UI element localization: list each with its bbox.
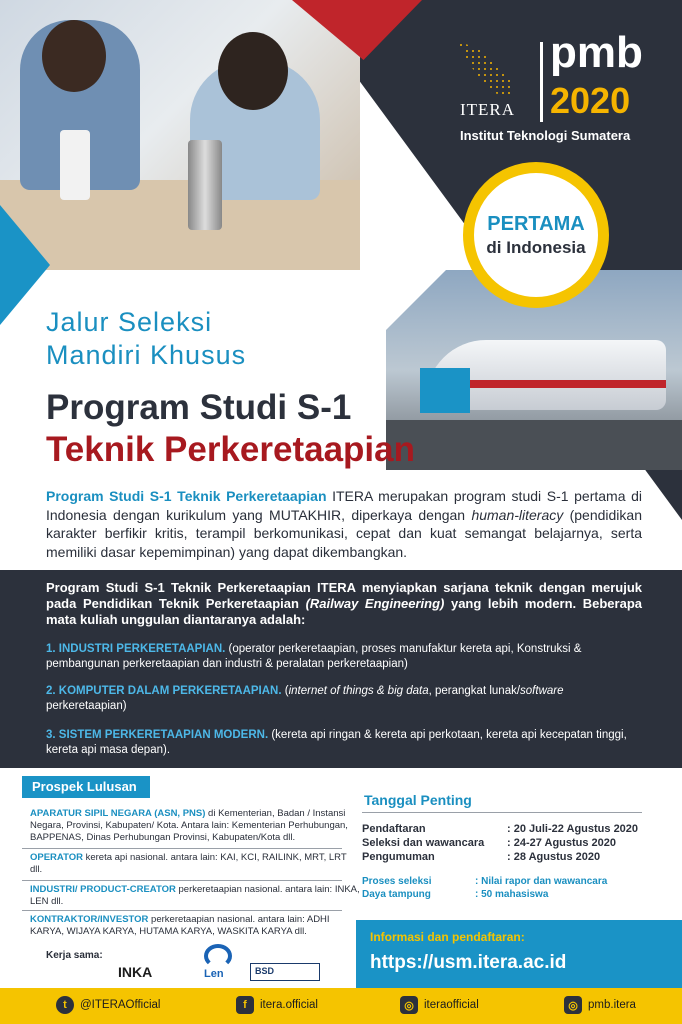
len-logo: Len: [200, 944, 234, 984]
inka-logo: INKA: [118, 964, 153, 980]
tanggal-title: Tanggal Penting: [364, 792, 472, 808]
twitter-icon: t: [56, 996, 74, 1014]
bsd-logo: BSD: [250, 963, 320, 981]
date-label-pendaftaran: Pendaftaran: [362, 823, 426, 835]
len-wave-icon: [204, 944, 232, 968]
program-title-line2: Teknik Perkeretaapian: [46, 430, 415, 469]
partners-label: Kerja sama:: [46, 950, 103, 961]
instagram-link-2[interactable]: ◎ pmb.itera: [564, 996, 636, 1014]
intro-text-1: ITERA merupakan program studi S-1 pertama di Indonesia dengan kurikulum yang MUTAKHIR, diperkaya dengan: [46, 488, 642, 523]
date-value-pengumuman: : 28 Agustus 2020: [507, 851, 601, 863]
facebook-link[interactable]: f itera.official: [236, 996, 318, 1014]
students-photo: [0, 0, 360, 270]
pertama-badge: [463, 162, 609, 308]
prospek-item-operator: OPERATOR kereta api nasional. antara lain: KAI, KCI, RAILINK, MRT, LRT dll.: [30, 852, 347, 875]
date-value-pendaftaran: : 20 Juli-22 Agustus 2020: [507, 823, 639, 835]
proses-value: : Nilai rapor dan wawancara: [475, 876, 608, 887]
blue-square-decoration: [420, 368, 470, 413]
info-label: Informasi dan pendaftaran:: [370, 930, 525, 944]
course-item-2: 2. KOMPUTER DALAM PERKERETAAPIAN. (internet of things & big data, perangkat lunak/software perkeretaapian): [46, 685, 564, 712]
registration-link[interactable]: https://usm.itera.ac.id: [370, 952, 567, 973]
facebook-icon: f: [236, 996, 254, 1014]
date-value-seleksi: : 24-27 Agustus 2020: [507, 837, 617, 849]
date-label-pengumuman: Pengumuman: [362, 851, 435, 863]
jalur-heading-line2: Mandiri Khusus: [46, 340, 247, 370]
program-title-line1: Program Studi S-1: [46, 388, 352, 427]
date-label-seleksi: Seleksi dan wawancara: [362, 837, 485, 849]
logo-itera-text: ITERA: [460, 100, 516, 119]
intro-italic: human-literacy: [471, 506, 564, 523]
jalur-heading-line1: Jalur Seleksi: [46, 307, 213, 337]
prospek-item-industri: INDUSTRI/ PRODUCT-CREATOR perkeretaapian nasional. antara lain: INKA, LEN dll.: [30, 884, 360, 907]
instagram-icon: ◎: [400, 996, 418, 1014]
prospek-title: Prospek Lulusan: [22, 776, 150, 798]
curriculum-section: [0, 570, 682, 768]
logo-pmb-text: pmb: [550, 28, 643, 77]
badge-line2: di Indonesia: [486, 237, 586, 257]
prospek-item-asn: APARATUR SIPIL NEGARA (ASN, PNS) di Kementerian, Badan / Instansi Negara, Provinsi, Kabupaten/ Kota. Antara lain: Kementerian Perhubungan, BAPPENAS, Dinas Perhubungan Provinsi, Kabupaten/Kota dll.: [30, 808, 348, 843]
badge-line1: PERTAMA: [487, 212, 585, 235]
course-item-1: 1. INDUSTRI PERKERETAAPIAN. (operator perkeretaapian, proses manufaktur kereta api, Konstruksi & pembangunan perkeretaapian dan industri & peralatan perkeretaapian): [46, 643, 582, 670]
institution-name: Institut Teknologi Sumatera: [460, 128, 631, 143]
logo-divider: [540, 42, 543, 122]
intro-paragraph: [46, 487, 642, 561]
prospek-item-kontraktor: KONTRAKTOR/INVESTOR perkeretaapian nasional. antara lain: ADHI KARYA, WIJAYA KARYA, HUTAMA KARYA, WASKITA KARYA dll.: [30, 914, 330, 937]
daya-value: : 50 mahasiswa: [475, 889, 549, 900]
curriculum-intro: Program Studi S-1 Teknik Perkeretaapian ITERA menyiapkan sarjana teknik dengan merujuk pada Pendidikan Teknik Perkeretaapian (Railway Engineering) yang lebih modern. Beberapa mata kuliah unggulan diantaranya adalah:: [46, 580, 642, 627]
intro-text-2: (pendidikan karakter berfikir kritis, terampil berkomunikasi, cepat dan kuat semangat belajarnya, serta memiliki dasar kepemimpinan) yang dapat dikembangkan.: [46, 506, 642, 560]
course-item-3: 3. SISTEM PERKERETAAPIAN MODERN. (kereta api ringan & kereta api perkotaan, kereta api kecepatan tinggi, kereta api masa depan).: [46, 729, 627, 756]
instagram-link-1[interactable]: ◎ iteraofficial: [400, 996, 479, 1014]
twitter-link[interactable]: t @ITERAOfficial: [56, 996, 160, 1014]
logo-year: 2020: [550, 80, 631, 121]
daya-label: Daya tampung: [362, 889, 431, 900]
proses-label: Proses seleksi: [362, 876, 432, 887]
intro-highlight: Program Studi S-1 Teknik Perkeretaapian: [46, 488, 327, 504]
instagram-icon: ◎: [564, 996, 582, 1014]
